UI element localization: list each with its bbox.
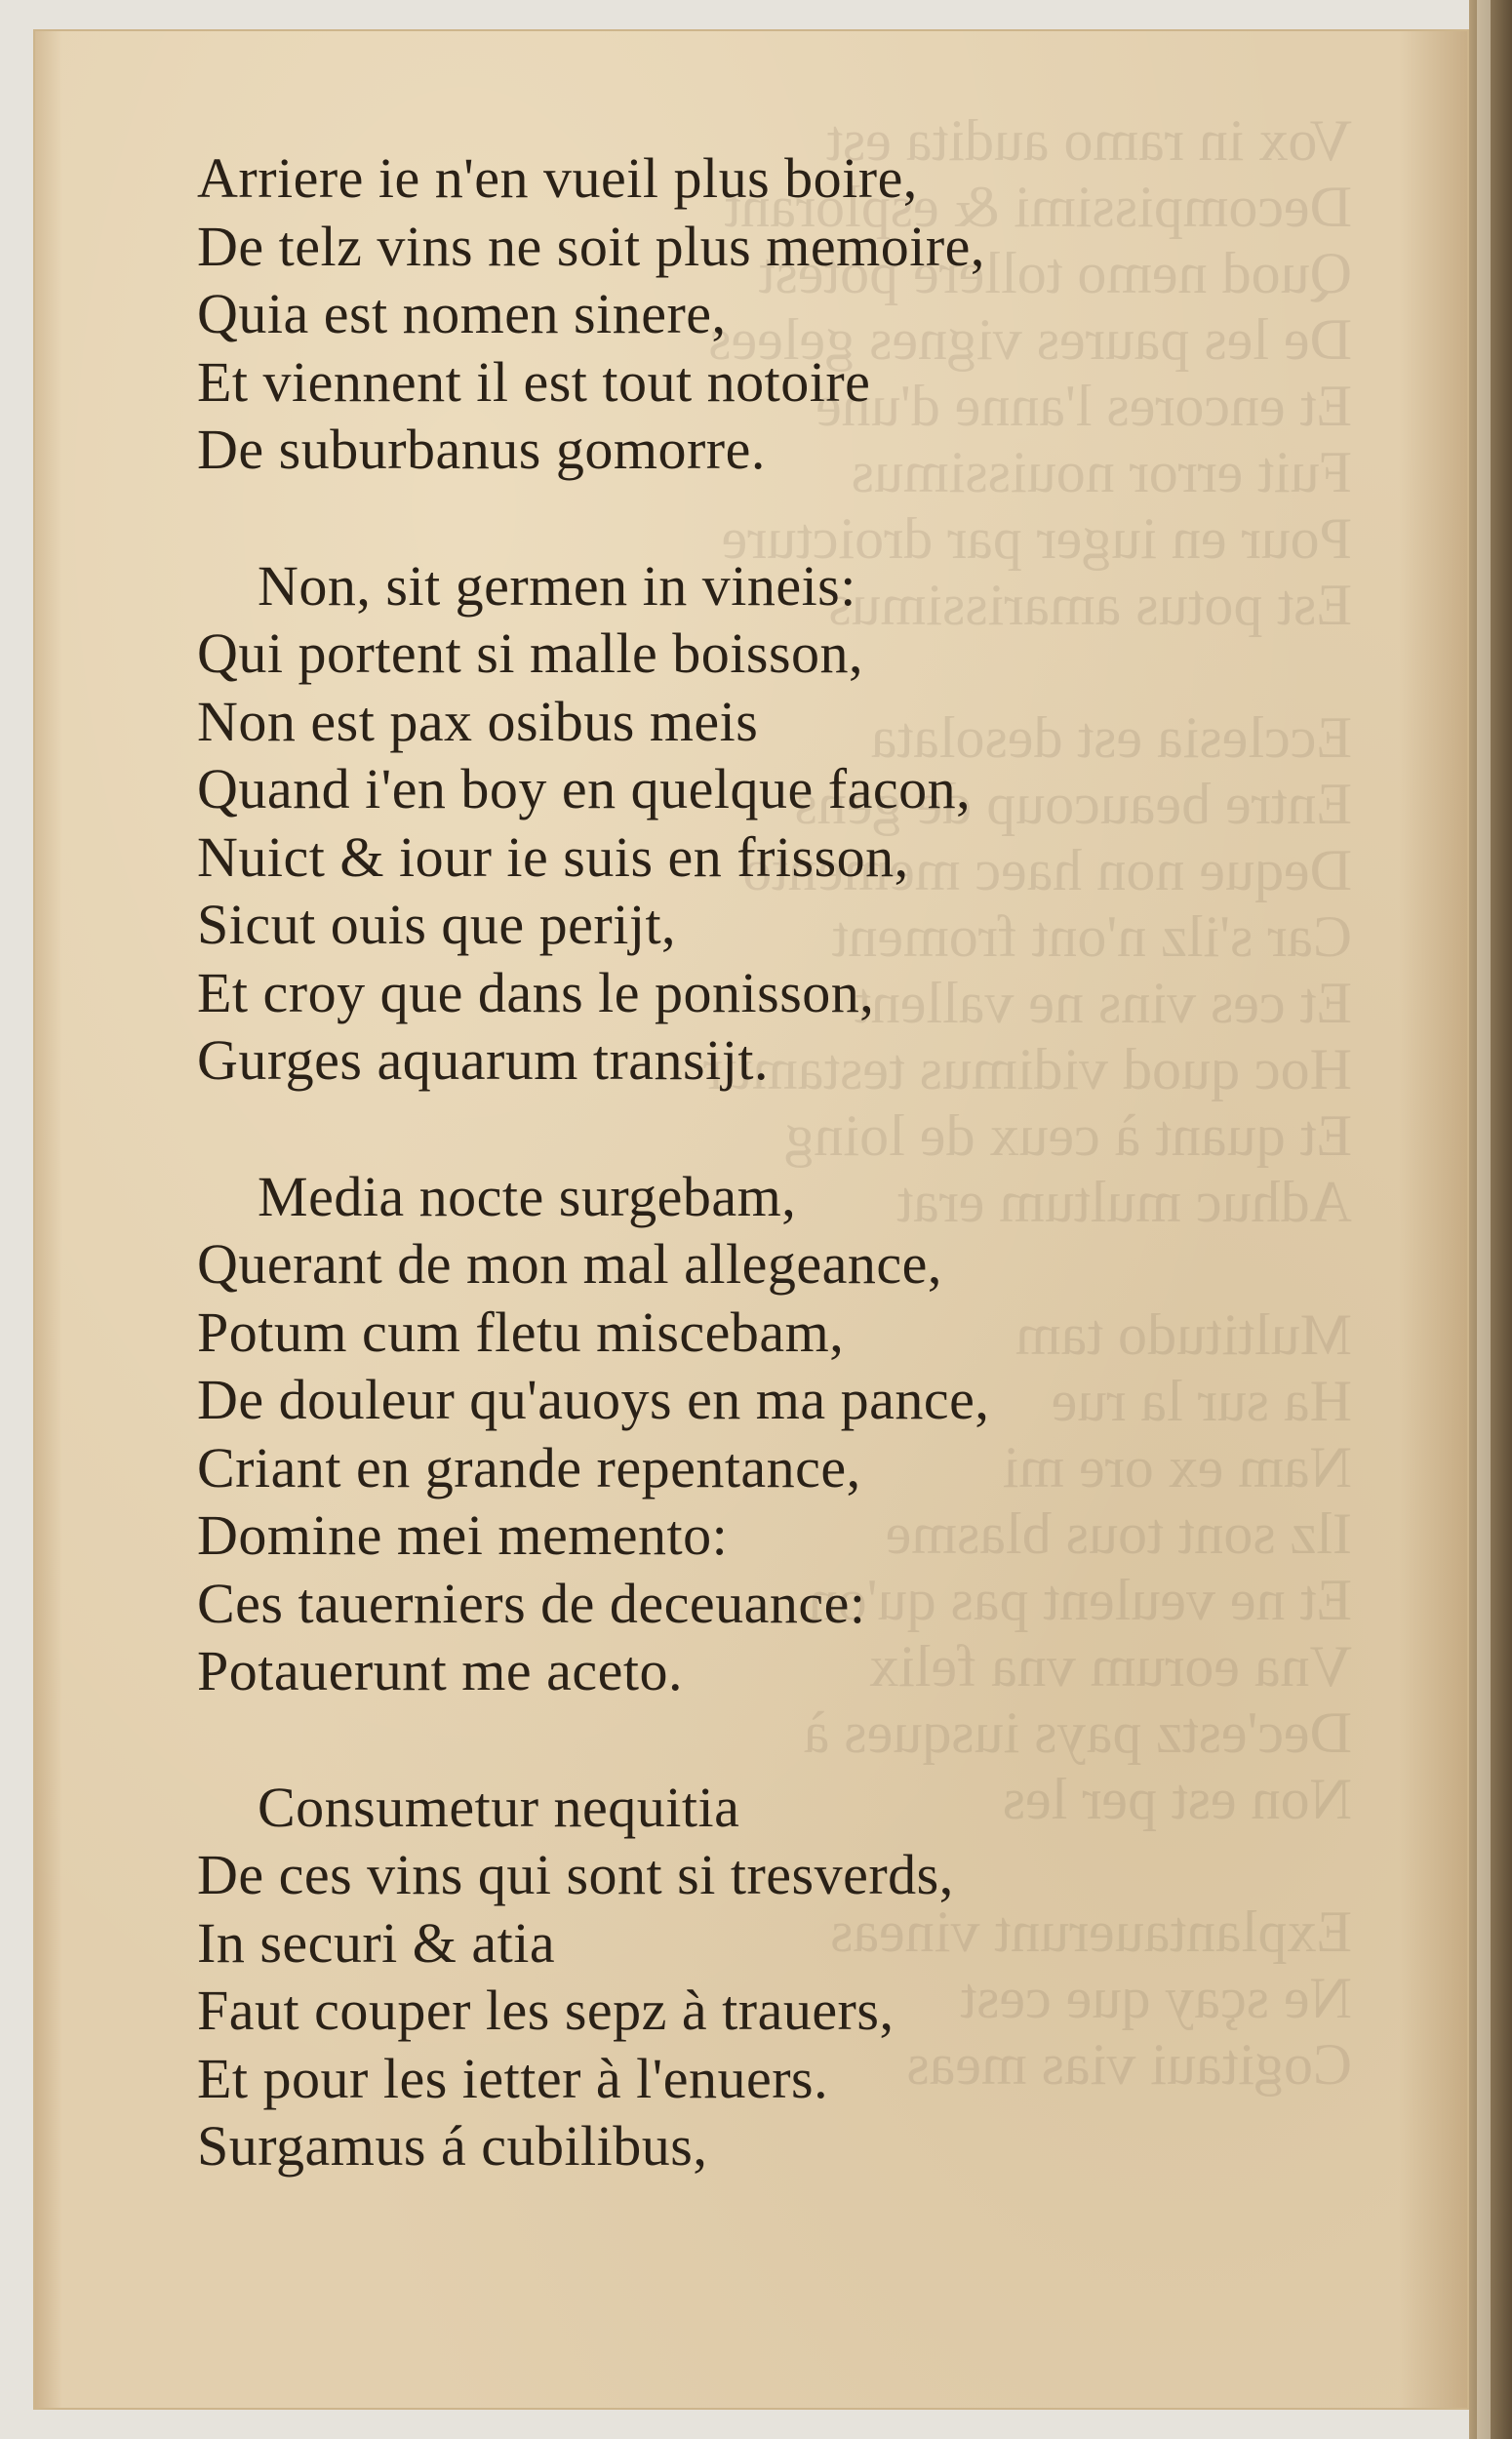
stanza-3	[197, 1163, 1192, 1705]
poem-line: Et pour les ietter à l'enuers.	[197, 2046, 829, 2110]
poem-line: Domine mei memento:	[197, 1503, 729, 1567]
poem-line: Nuict & iour ie suis en frisson,	[197, 824, 909, 889]
book-page	[33, 29, 1469, 2410]
stanza-4	[197, 1774, 1192, 2180]
stanza-2	[197, 552, 1192, 1095]
poem-line: Non est pax osibus meis	[197, 689, 759, 753]
poem-line: Querant de mon mal allegeance,	[197, 1232, 942, 1296]
poem-line: Quand i'en boy en quelque facon,	[197, 757, 972, 820]
poem-line: Media nocte surgebam,	[258, 1164, 797, 1228]
poem-line: Criant en grande repentance,	[197, 1435, 861, 1499]
poem-text	[197, 144, 1192, 2249]
poem-line: Non, sit germen in vineis:	[258, 553, 856, 618]
poem-line: Et croy que dans le ponisson,	[197, 960, 875, 1024]
poem-line: Consumetur nequitia	[258, 1775, 740, 1839]
poem-line: De telz vins ne soit plus memoire,	[197, 214, 985, 278]
poem-line: Ces tauerniers de deceuance:	[197, 1571, 866, 1635]
poem-line: Et viennent il est tout notoire	[197, 349, 871, 414]
poem-line: Quia est nomen sinere,	[197, 282, 727, 345]
poem-line: Potum cum fletu miscebam,	[197, 1299, 845, 1364]
poem-line: Faut couper les sepz à trauers,	[197, 1979, 895, 2042]
poem-line: Arriere ie n'en vueil plus boire,	[197, 146, 918, 210]
poem-line: De douleur qu'auoys en ma pance,	[197, 1368, 990, 1431]
poem-line: Gurges aquarum transijt.	[197, 1028, 769, 1092]
poem-line: Qui portent si malle boisson,	[197, 621, 864, 685]
poem-line: Surgamus á cubilibus,	[197, 2114, 708, 2178]
poem-line: Sicut ouis que perijt,	[197, 893, 677, 956]
poem-line: Potauerunt me aceto.	[197, 1639, 683, 1702]
show-through-text: Vox in ramo audita est Decompissimi & esplorant Quod nemo tollere potest De les paures vignes gelees Et encores l'anne d'une Fuit error nouissimus Pour en iuger par droicture Est potus amarissimus Ecclesia est desolata Entre beaucoup de gens Deque non haec memento Car s'ilz n'ont froment Et ces vins ne vallent Hoc quod vidimus testamur Et quant à ceux de loing Adhuc multum erat Multitudo tam Ha sur la rue Nam ex ore mi Ilz sont tous blasme Et ne veulent pas qu'on Vna eorum vna felix Dec'estz pays iusques à Non est per les Explantauerunt vineas Ne sçay que cest Cogitaui vias meas	[703, 108, 1352, 2097]
book-binding-edge	[1469, 0, 1512, 2439]
poem-line: De ces vins qui sont si tresverds,	[197, 1843, 954, 1906]
poem-line: In securi & atia	[197, 1910, 556, 1975]
poem-line: De suburbanus gomorre.	[197, 418, 766, 481]
stanza-1	[197, 144, 1192, 484]
